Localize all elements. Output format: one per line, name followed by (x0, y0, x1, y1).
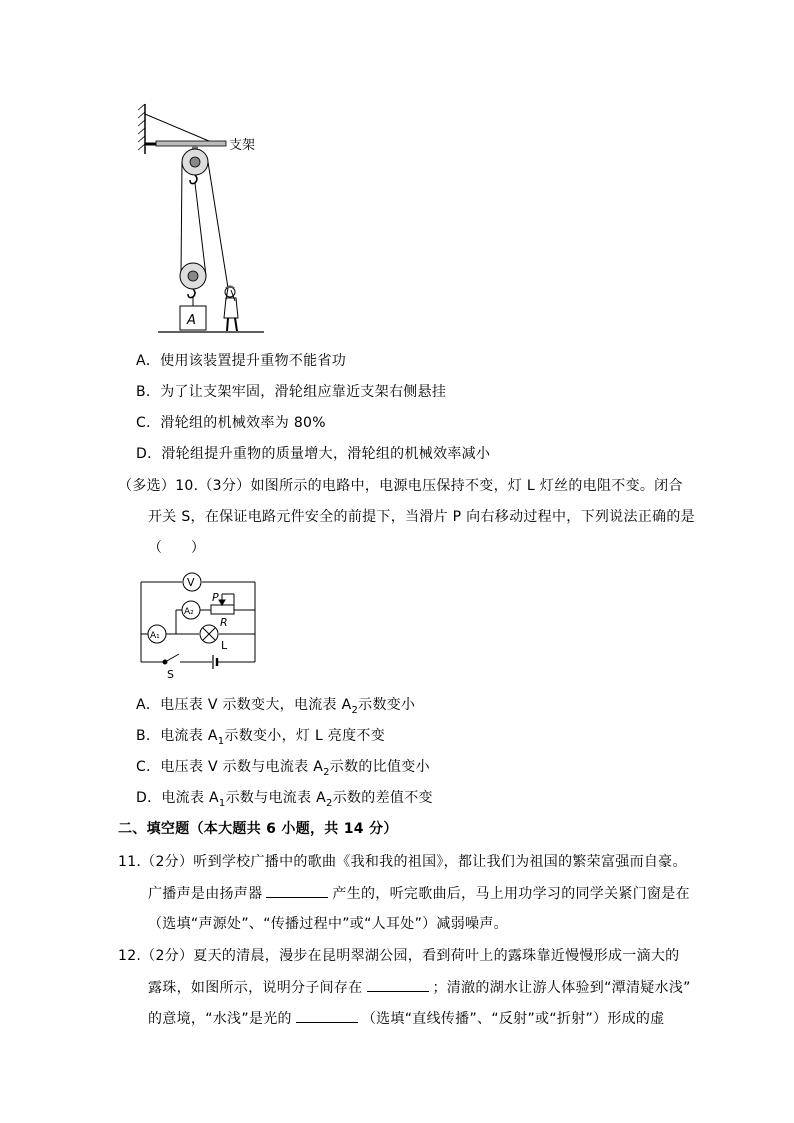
switch-s-label: S (167, 668, 174, 681)
rheostat-r-label: R (220, 616, 228, 629)
answer-blank[interactable] (296, 1008, 358, 1023)
slider-p-label: P (212, 591, 219, 604)
q10-option-b: B．电流表 $A_1$示数变小，灯 L 亮度不变 (136, 728, 386, 747)
q10-option-c: C．电压表 V 示数与电流表 $A_2$示数的比值变小 (136, 759, 430, 778)
weight-label: A (187, 313, 196, 328)
q11-line1: 11.（2分）听到学校广播中的歌曲《我和我的祖国》，都让我们为祖国的繁荣富强而自豪。 (118, 854, 687, 870)
voltmeter-label: V (187, 576, 195, 589)
q9-option-a: A．使用该装置提升重物不能省功 (136, 353, 347, 369)
q11-line2: 广播声是由扬声器 产生的，听完歌曲后，马上用功学习的同学关紧门窗是在 (148, 883, 690, 904)
section-heading: 二、填空题（本大题共 6 小题，共 14 分） (118, 821, 398, 837)
q10-stem-line2: 开关 S，在保证电路元件安全的前提下，当滑片 P 向右移动过程中，下列说法正确的是 (148, 509, 695, 525)
circuit-figure (136, 568, 266, 682)
q9-option-c: C．滑轮组的机械效率为 80% (136, 415, 326, 431)
q9-option-d: D．滑轮组提升重物的质量增大，滑轮组的机械效率减小 (136, 446, 491, 462)
bracket-label: 支架 (229, 138, 256, 153)
q10-option-d: D．电流表 $A_1$示数与电流表 $A_2$示数的差值不变 (136, 790, 433, 809)
lamp-l-label: L (221, 639, 228, 652)
q10-option-a: A．电压表 V 示数变大，电流表 $A_2$示数变小 (136, 697, 416, 716)
q10-stem-line1: （多选）10.（3分）如图所示的电路中，电源电压保持不变，灯 L 灯丝的电阻不变。闭合 (118, 478, 683, 494)
ammeter-a1-label: A₁ (150, 631, 160, 641)
q12-line1: 12.（2分）夏天的清晨，漫步在昆明翠湖公园，看到荷叶上的露珠靠近慢慢形成一滴大的 (118, 948, 680, 964)
pulley-figure (136, 100, 276, 340)
q9-option-b: B．为了让支架牢固，滑轮组应靠近支架右侧悬挂 (136, 384, 447, 400)
q11-line3: （选填“声源处”、“传播过程中”或“人耳处”）减弱噪声。 (148, 916, 508, 932)
q12-line2: 露珠，如图所示，说明分子间存在 ；清澈的湖水让游人体验到“潭清疑水浅” (148, 977, 691, 998)
ammeter-a2-label: A₂ (184, 607, 194, 617)
q10-stem-line3: （ ） (148, 540, 206, 556)
answer-blank[interactable] (266, 883, 328, 898)
q12-line3: 的意境，“水浅”是光的 （选填“直线传播”、“反射”或“折射”）形成的虚 (148, 1008, 665, 1029)
answer-blank[interactable] (367, 977, 429, 992)
